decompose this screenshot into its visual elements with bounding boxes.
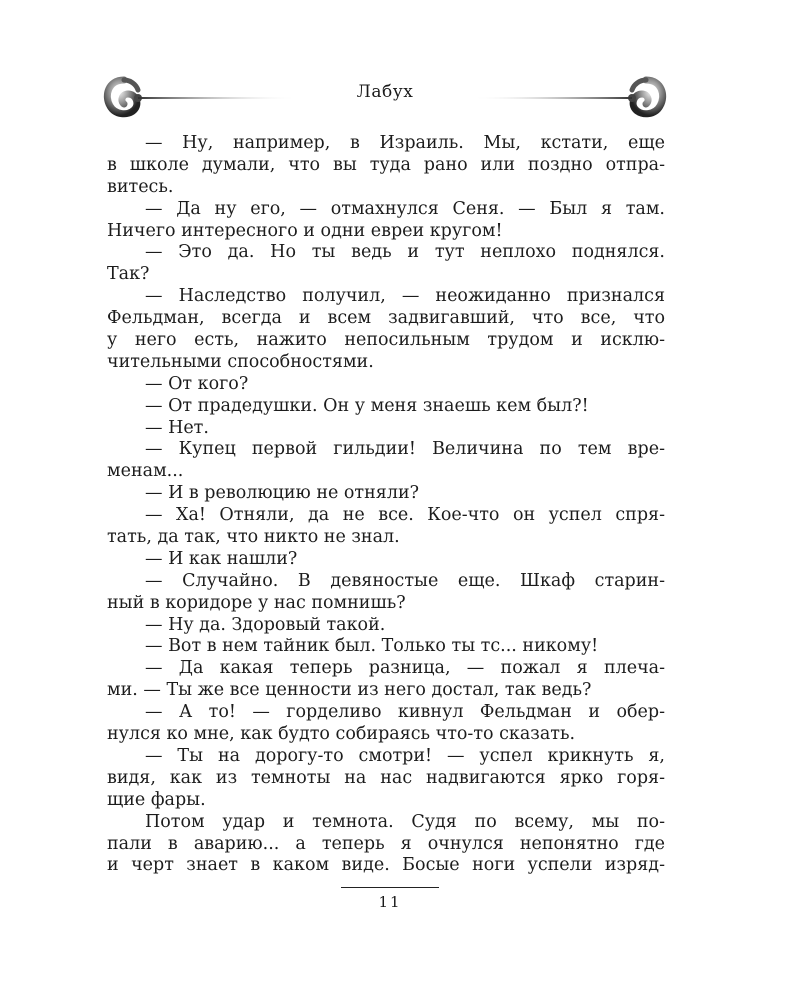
text-line: — А то! — горделиво кивнул Фельдман и обер-: [145, 702, 665, 723]
text-line: — Ну, например, в Израиль. Мы, кстати, еще: [145, 133, 665, 153]
page-number: 11: [378, 893, 402, 911]
running-title: Лабух: [356, 82, 414, 102]
text-line: — Это да. Но ты ведь и тут неплохо поднялся.: [145, 242, 665, 263]
text-line: — Наследство получил, — неожиданно признался: [145, 286, 665, 307]
right-ornament-icon: [470, 72, 670, 122]
footer-rule: [341, 887, 439, 888]
text-line: — Случайно. В девяностые еще. Шкаф старин-: [145, 570, 665, 591]
text-line: нулся ко мне, как будто собираясь что-то сказать.: [107, 724, 576, 745]
text-line: ми. — Ты же все ценности из него достал, так ведь?: [107, 680, 592, 701]
text-line: щие фары.: [107, 789, 206, 810]
text-line: видя, как из темноты на нас надвигаются ярко горя-: [107, 767, 665, 788]
text-line: — Купец первой гильдии! Величина по тем вре-: [145, 439, 665, 460]
text-line: чительными способностями.: [107, 351, 374, 372]
text-line: — Ну да. Здоровый такой.: [145, 614, 386, 635]
text-line: — Вот в нем тайник был. Только ты тс... никому!: [145, 636, 599, 657]
text-line: — От прадедушки. Он у меня знаешь кем был?!: [145, 395, 589, 416]
page-body-text: [107, 133, 665, 877]
text-line: — От кого?: [145, 373, 249, 394]
text-line: — И в революцию не отняли?: [145, 483, 419, 504]
text-line: — Да какая теперь разница, — пожал я плеча-: [145, 658, 665, 679]
text-line: — Ты на дорогу-то смотри! — успел крикнуть я,: [145, 745, 665, 766]
text-line: и черт знает в каком виде. Босые ноги успели изряд-: [107, 855, 665, 876]
text-line: — И как нашли?: [145, 548, 298, 569]
text-line: витесь.: [107, 176, 174, 197]
text-line: — Ха! Отняли, да не все. Кое-что он успел спря-: [145, 505, 665, 526]
text-line: Фельдман, всегда и всем задвигавший, что все, что: [107, 308, 665, 329]
text-line: Так?: [107, 264, 150, 285]
text-line: — Да ну его, — отмахнулся Сеня. — Был я там.: [145, 198, 665, 219]
text-line: пали в аварию... а теперь я очнулся непонятно где: [107, 833, 665, 854]
text-line: Ничего интересного и одни евреи кругом!: [107, 220, 503, 241]
text-line: в школе думали, что вы туда рано или поздно отпра-: [107, 154, 665, 175]
text-line: тать, да так, что никто не знал.: [107, 527, 400, 548]
text-line: Потом удар и темнота. Судя по всему, мы по-: [145, 811, 665, 832]
text-line: — Нет.: [145, 417, 209, 438]
text-line: менам...: [107, 461, 184, 482]
text-line: у него есть, нажито непосильным трудом и исклю-: [107, 330, 665, 351]
text-line: ный в коридоре у нас помнишь?: [107, 592, 406, 613]
running-header: [100, 68, 670, 124]
